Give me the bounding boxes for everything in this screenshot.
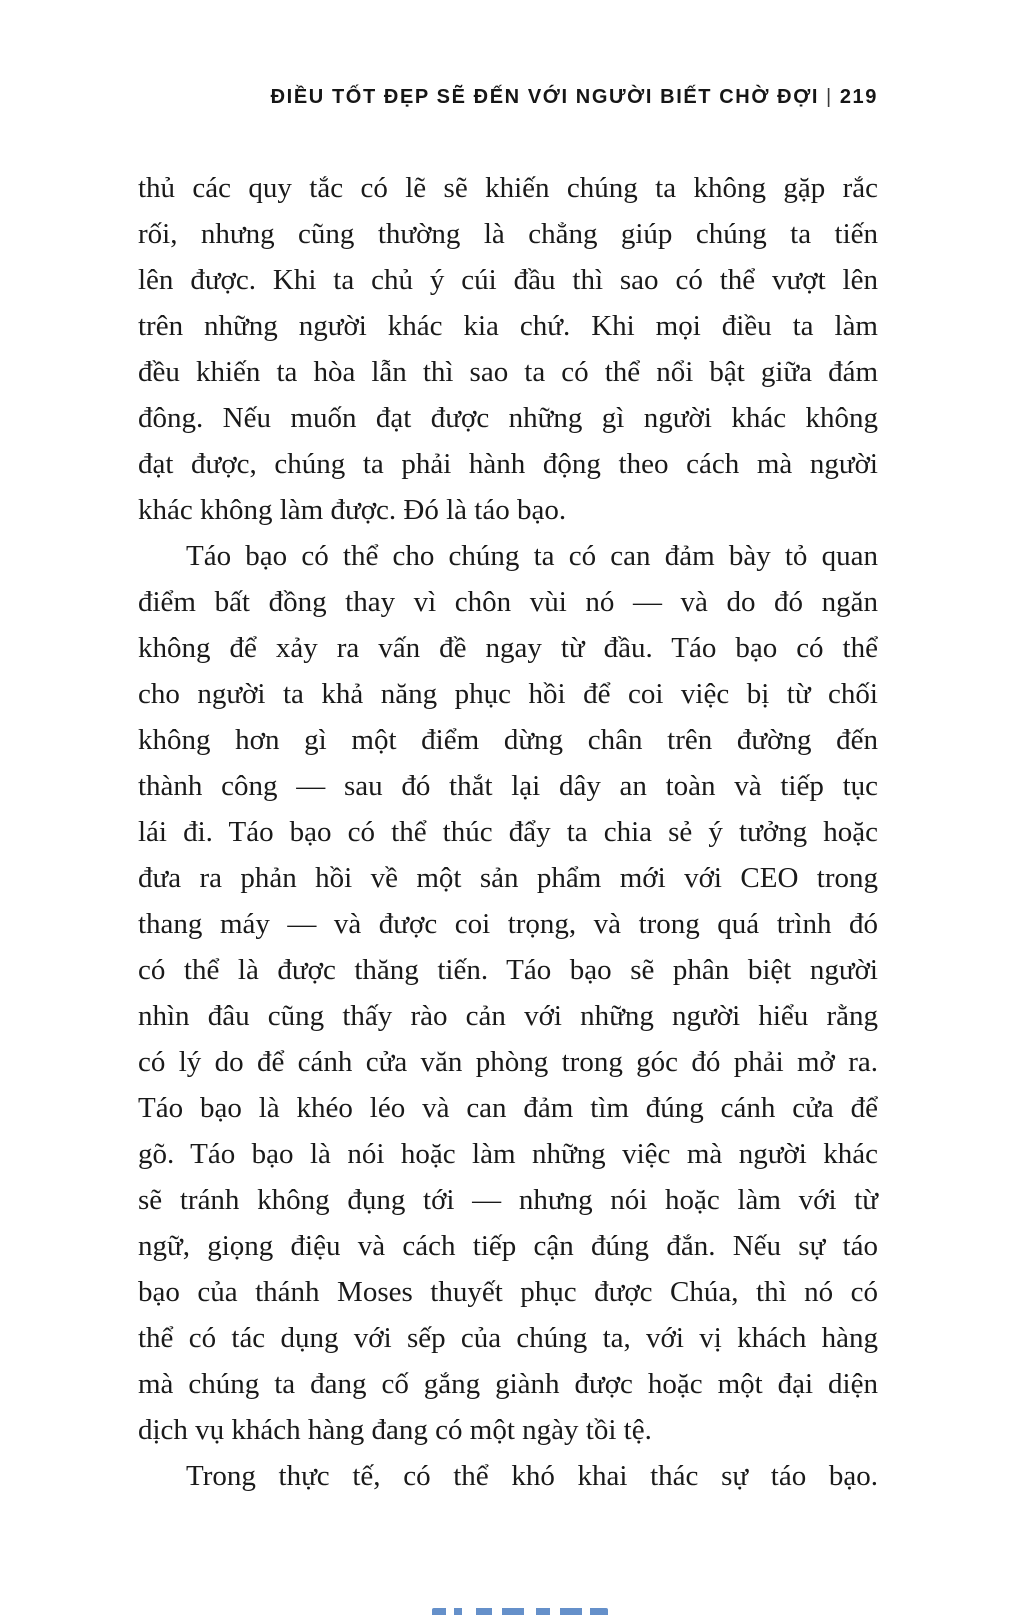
paragraph xyxy=(138,1453,878,1499)
text-line: thể có tác dụng với sếp của chúng ta, với vị khách hàng xyxy=(138,1322,878,1354)
paragraph xyxy=(138,165,878,533)
text-line: không hơn gì một điểm dừng chân trên đường đến xyxy=(138,724,878,756)
text-line: thang máy — và được coi trọng, và trong quá trình đó xyxy=(138,908,878,940)
page-number: 219 xyxy=(839,86,878,108)
text-line: thành công — sau đó thắt lại dây an toàn và tiếp tục xyxy=(138,770,878,802)
text-line: có lý do để cánh cửa văn phòng trong góc đó phải mở ra. xyxy=(138,1046,878,1078)
text-line: Trong thực tế, có thể khó khai thác sự táo bạo. xyxy=(186,1460,878,1492)
text-line: thủ các quy tắc có lẽ sẽ khiến chúng ta không gặp rắc xyxy=(138,172,878,204)
header-separator: | xyxy=(826,86,833,108)
text-line: bạo của thánh Moses thuyết phục được Chúa, thì nó có xyxy=(138,1276,878,1308)
text-line: cho người ta khả năng phục hồi để coi việc bị từ chối xyxy=(138,678,878,710)
text-line: ngữ, giọng điệu và cách tiếp cận đúng đắn. Nếu sự táo xyxy=(138,1230,878,1262)
text-line: rối, nhưng cũng thường là chẳng giúp chúng ta tiến xyxy=(138,218,878,250)
text-line: khác không làm được. Đó là táo bạo. xyxy=(138,494,567,526)
text-line: đạt được, chúng ta phải hành động theo cách mà người xyxy=(138,448,878,480)
text-line: sẽ tránh không đụng tới — nhưng nói hoặc làm với từ xyxy=(138,1184,878,1216)
text-line: nhìn đâu cũng thấy rào cản với những người hiểu rằng xyxy=(138,1000,878,1032)
text-line: không để xảy ra vấn đề ngay từ đầu. Táo bạo có thể xyxy=(138,632,878,664)
text-line: lên được. Khi ta chủ ý cúi đầu thì sao có thể vượt lên xyxy=(138,264,878,296)
text-line: điểm bất đồng thay vì chôn vùi nó — và do đó ngăn xyxy=(138,586,878,618)
text-line: lái đi. Táo bạo có thể thúc đẩy ta chia sẻ ý tưởng hoặc xyxy=(138,816,878,848)
text-line: gõ. Táo bạo là nói hoặc làm những việc mà người khác xyxy=(138,1138,878,1170)
text-line: Táo bạo là khéo léo và can đảm tìm đúng cánh cửa để xyxy=(138,1092,878,1124)
running-header-title: ĐIỀU TỐT ĐẸP SẼ ĐẾN VỚI NGƯỜI BIẾT CHỜ ĐỢI xyxy=(270,86,820,108)
paragraph xyxy=(138,533,878,1453)
text-line: mà chúng ta đang cố gắng giành được hoặc một đại diện xyxy=(138,1368,878,1400)
text-line: đều khiến ta hòa lẫn thì sao ta có thể nổi bật giữa đám xyxy=(138,356,878,388)
text-line: trên những người khác kia chứ. Khi mọi điều ta làm xyxy=(138,310,878,342)
page-body xyxy=(138,165,878,1499)
text-line: dịch vụ khách hàng đang có một ngày tồi tệ. xyxy=(138,1414,652,1446)
text-line: đưa ra phản hồi về một sản phẩm mới với CEO trong xyxy=(138,862,878,894)
bottom-cropped-blue-text-artifact xyxy=(432,1608,608,1615)
running-header xyxy=(138,84,878,110)
text-line: đông. Nếu muốn đạt được những gì người khác không xyxy=(138,402,878,434)
text-line: có thể là được thăng tiến. Táo bạo sẽ phân biệt người xyxy=(138,954,878,986)
text-line: Táo bạo có thể cho chúng ta có can đảm bày tỏ quan xyxy=(186,540,878,572)
